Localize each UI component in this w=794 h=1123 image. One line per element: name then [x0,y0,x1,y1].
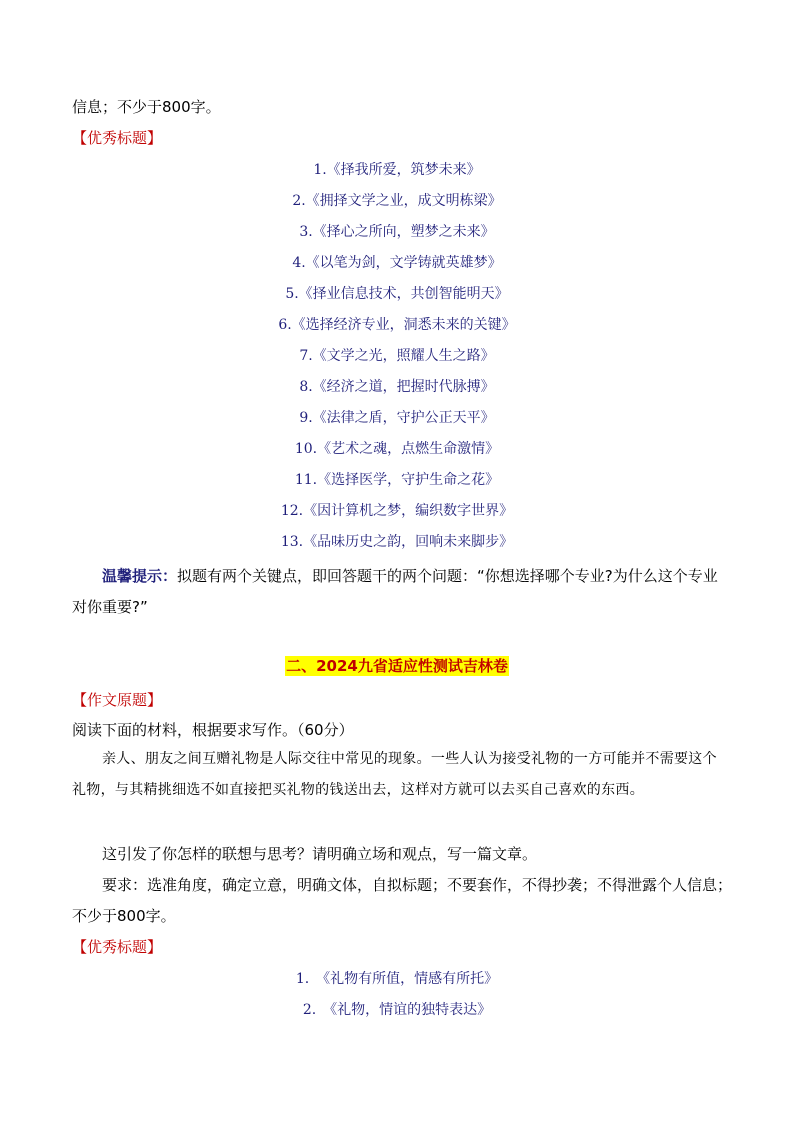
original-prompt-heading: 【作文原题】 [72,691,163,709]
tip-paragraph [72,561,732,623]
question-paragraph: 这引发了你怎样的联想与思考？请明确立场和观点，写一篇文章。 [102,845,538,863]
title-item: 13.《品味历史之韵，回响未来脚步》 [280,534,514,550]
excellent-titles-heading-2: 【优秀标题】 [72,938,163,956]
top-info-line: 信息；不少于800字。 [72,98,221,116]
excellent-titles-heading: 【优秀标题】 [72,129,163,147]
tip-text: 拟题有两个关键点，即回答题干的两个问题：“你想选择哪个专业?为什么这个专业对你重要?” [72,567,718,616]
title-item: 9.《法律之盾，守护公正天平》 [299,410,495,426]
section-heading [0,656,794,676]
material-paragraph: 亲人、朋友之间互赠礼物是人际交往中常见的现象。一些人认为接受礼物的一方可能并不需要这个礼物，与其精挑细选不如直接把买礼物的钱送出去，这样对方就可以去买自己喜欢的东西。 [72,751,717,798]
title-item: 7.《文学之光，照耀人生之路》 [299,348,495,364]
title-item: 3.《择心之所向，塑梦之未来》 [299,224,495,240]
title-item: 1.《择我所爱，筑梦未来》 [313,162,481,178]
title-item: 11.《选择医学，守护生命之花》 [294,472,500,488]
title-item: 8.《经济之道，把握时代脉搏》 [299,379,495,395]
title-item: 2.《拥择文学之业，成文明栋梁》 [292,193,502,209]
title-item: 12.《因计算机之梦，编织数字世界》 [280,503,514,519]
title-item: 6.《选择经济专业，洞悉未来的关键》 [278,317,516,333]
title-item: 1. 《礼物有所值，情感有所托》 [295,971,499,987]
requirements-paragraph: 要求：选准角度，确定立意，明确文体，自拟标题；不要套作，不得抄袭；不得泄露个人信息；不少于800字。 [72,876,733,925]
title-item: 5.《择业信息技术，共创智能明天》 [285,286,509,302]
title-item: 10.《艺术之魂，点燃生命激情》 [294,441,500,457]
title-item: 2. 《礼物，情谊的独特表达》 [302,1002,492,1018]
section-heading-text: 二、2024九省适应性测试吉林卷 [286,657,508,675]
title-item: 4.《以笔为剑，文学铸就英雄梦》 [292,255,502,271]
instruction-line: 阅读下面的材料，根据要求写作。（60分） [72,721,354,739]
tip-label: 温馨提示： [102,567,178,585]
